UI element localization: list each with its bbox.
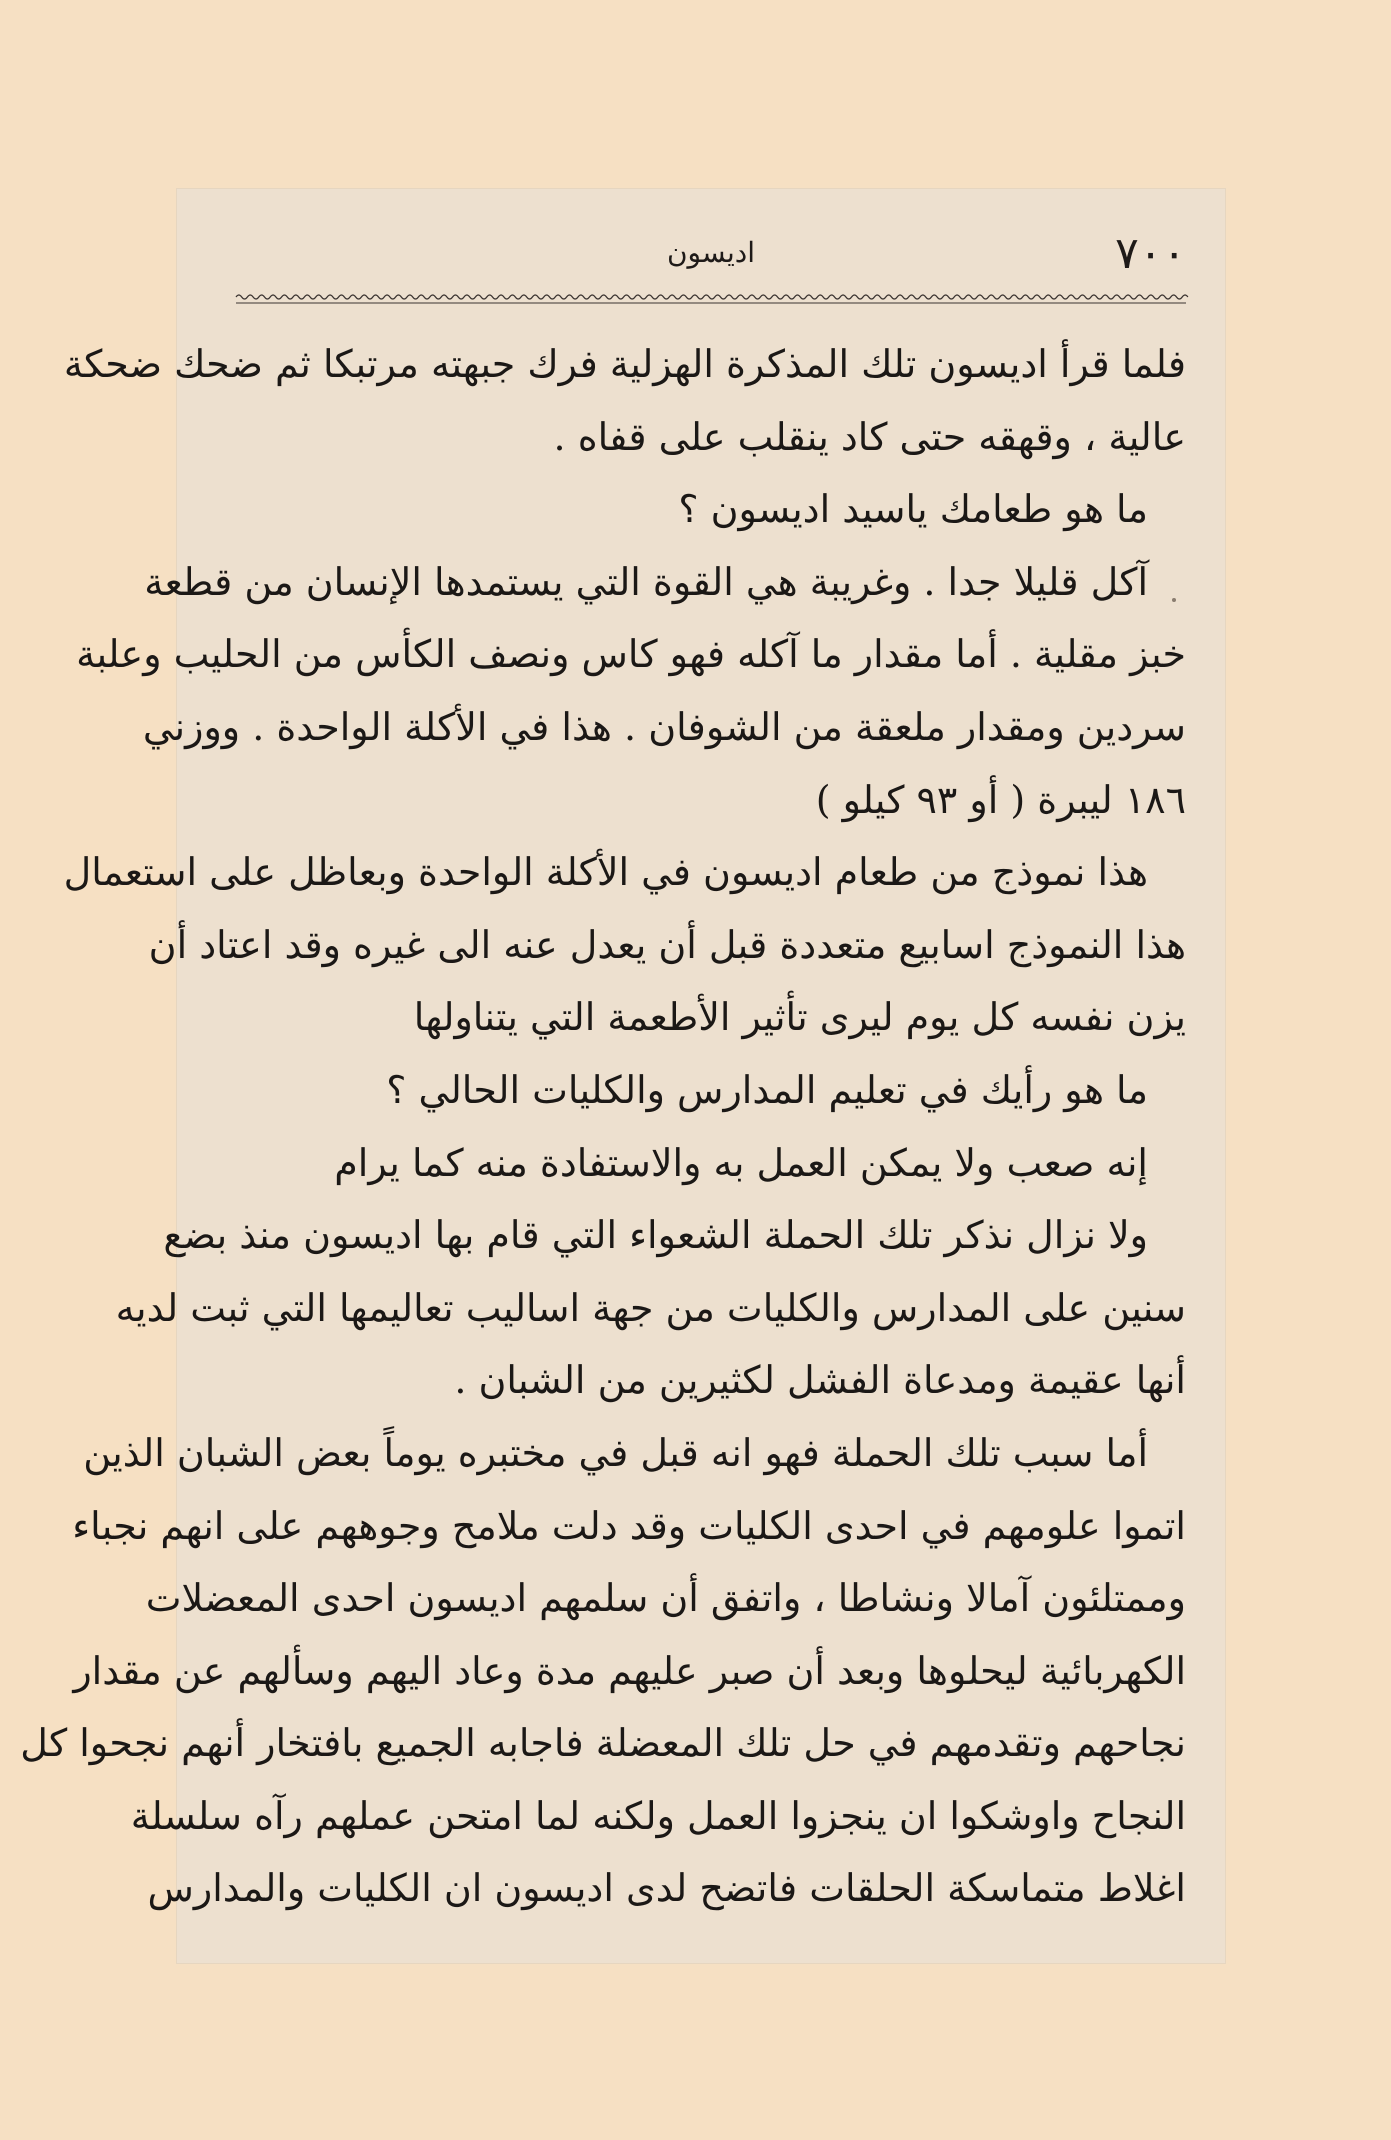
text-line: وممتلئون آمالا ونشاطا ، واتفق أن سلمهم اديسون احدى المعضلات <box>145 1576 1186 1621</box>
margin-speck <box>1172 598 1176 602</box>
text-line: ولا نزال نذكر تلك الحملة الشعواء التي قام بها اديسون منذ بضع <box>163 1213 1148 1258</box>
text-line: أما سبب تلك الحملة فهو انه قبل في مختبره يوماً بعض الشبان الذين <box>83 1430 1148 1475</box>
text-line: سردين ومقدار ملعقة من الشوفان . هذا في الأكلة الواحدة . ووزني <box>142 704 1186 749</box>
text-line: إنه صعب ولا يمكن العمل به والاستفادة منه كما يرام <box>334 1140 1148 1185</box>
page-header <box>236 228 1186 298</box>
text-line: هذا نموذج من طعام اديسون في الأكلة الواحدة وبعاظل على استعمال <box>63 850 1148 895</box>
text-line: ما هو طعامك ياسيد اديسون ؟ <box>678 487 1148 532</box>
text-line: هذا النموذج اسابيع متعددة قبل أن يعدل عنه الى غيره وقد اعتاد أن <box>148 922 1186 967</box>
text-line: اتموا علومهم في احدى الكليات وقد دلت ملامح وجوههم على انهم نجباء <box>72 1503 1186 1548</box>
book-page <box>20 188 1226 1964</box>
text-line: اغلاط متماسكة الحلقات فاتضح لدى اديسون ان الكليات والمدارس <box>147 1866 1186 1911</box>
text-line: الكهربائية ليحلوها وبعد أن صبر عليهم مدة وعاد اليهم وسألهم عن مقدار <box>73 1648 1186 1693</box>
page-number: ٧٠٠ <box>1115 228 1186 279</box>
text-line: آكل قليلا جدا . وغريبة هي القوة التي يستمدها الإنسان من قطعة <box>144 559 1148 604</box>
body-text <box>20 328 1186 1925</box>
text-line: ١٨٦ ليبرة ( أو ٩٣ كيلو ) <box>815 777 1186 822</box>
text-line: خبز مقلية . أما مقدار ما آكله فهو كاس ونصف الكأس من الحليب وعلبة <box>76 632 1186 677</box>
text-line: أنها عقيمة ومدعاة الفشل لكثيرين من الشبان . <box>454 1358 1186 1403</box>
text-line: النجاح واوشكوا ان ينجزوا العمل ولكنه لما امتحن عملهم رآه سلسلة <box>130 1793 1186 1838</box>
header-wavy-rule <box>236 292 1186 304</box>
text-line: عالية ، وقهقه حتى كاد ينقلب على قفاه . <box>553 414 1186 459</box>
text-line: فلما قرأ اديسون تلك المذكرة الهزلية فرك جبهته مرتبكا ثم ضحك ضحكة <box>63 342 1186 386</box>
text-line: سنين على المدارس والكليات من جهة اساليب تعاليمها التي ثبت لديه <box>115 1285 1186 1330</box>
text-line: ما هو رأيك في تعليم المدارس والكليات الحالي ؟ <box>386 1067 1148 1112</box>
running-title: اديسون <box>666 236 756 269</box>
text-line: يزن نفسه كل يوم ليرى تأثير الأطعمة التي يتناولها <box>413 995 1186 1040</box>
text-line: نجاحهم وتقدمهم في حل تلك المعضلة فاجابه الجميع بافتخار أنهم نجحوا كل <box>20 1721 1186 1766</box>
